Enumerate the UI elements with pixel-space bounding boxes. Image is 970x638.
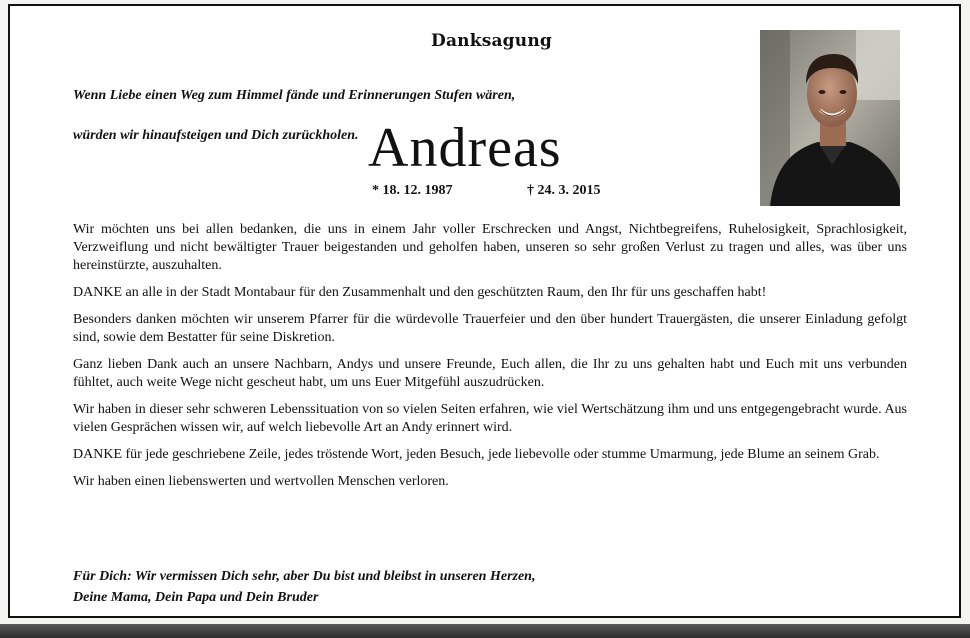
paragraph: Wir haben einen liebenswerten und wertvollen Menschen verloren. — [73, 474, 449, 489]
death-date: † 24. 3. 2015 — [527, 183, 601, 198]
quote-line: Wenn Liebe einen Weg zum Himmel fände und Erinnerungen Stufen wären, — [73, 88, 516, 103]
scan-bottom-edge — [0, 624, 970, 638]
paragraph: Ganz lieben Dank auch an unsere Nachbarn, Andys und unsere Freunde, Euch allen, die Ihr zu uns gehalten habt und Euch mit uns verbunden fühltet, auch weite Wege nicht gescheut habt, um uns Euer Mitgefühl auszudrücken. — [73, 357, 907, 390]
notice-body — [73, 221, 907, 500]
paragraph: Besonders danken möchten wir unserem Pfarrer für die würdevolle Trauerfeier und den über hundert Trauergästen, die unserer Einladung gefolgt sind, sowie dem Bestatter für seine Diskretion. — [73, 312, 907, 345]
paragraph: DANKE für jede geschriebene Zeile, jedes tröstende Wort, jeden Besuch, jede liebevolle oder stumme Umarmung, jede Blume an seinem Grab. — [73, 447, 880, 462]
portrait-photo — [760, 30, 900, 206]
closing-signature — [73, 566, 773, 608]
portrait-illustration — [760, 30, 900, 206]
paragraph: Wir haben in dieser sehr schweren Lebenssituation von so vielen Seiten erfahren, wie viel Wertschätzung ihm und uns entgegengebracht wurde. Aus vielen Gesprächen wissen wir, auf welch liebevolle Art an Andy erinnert wird. — [73, 402, 907, 435]
paragraph: Wir möchten uns bei allen bedanken, die uns in einem Jahr voller Erschrecken und Angst, Nichtbegreifens, Ruhelosigkeit, Sprachlosigkeit, Verzweiflung und nicht bewältigter Trauer beigestanden und geholfen haben, unseren so sehr großen Verlust zu tragen und alles, was über uns hereinstürzte, auszuhalten. — [73, 222, 907, 273]
closing-line: Deine Mama, Dein Papa und Dein Bruder — [73, 590, 319, 605]
paragraph: DANKE an alle in der Stadt Montabaur für den Zusammenhalt und den geschützten Raum, den Ihr für uns geschaffen habt! — [73, 285, 767, 300]
closing-line: Für Dich: Wir vermissen Dich sehr, aber Du bist und bleibst in unseren Herzen, — [73, 569, 536, 584]
deceased-name: Andreas — [368, 117, 562, 179]
notice-title: Danksagung — [431, 31, 552, 51]
quote-line: würden wir hinaufsteigen und Dich zurückholen. — [73, 128, 359, 143]
birth-date: * 18. 12. 1987 — [372, 183, 453, 198]
